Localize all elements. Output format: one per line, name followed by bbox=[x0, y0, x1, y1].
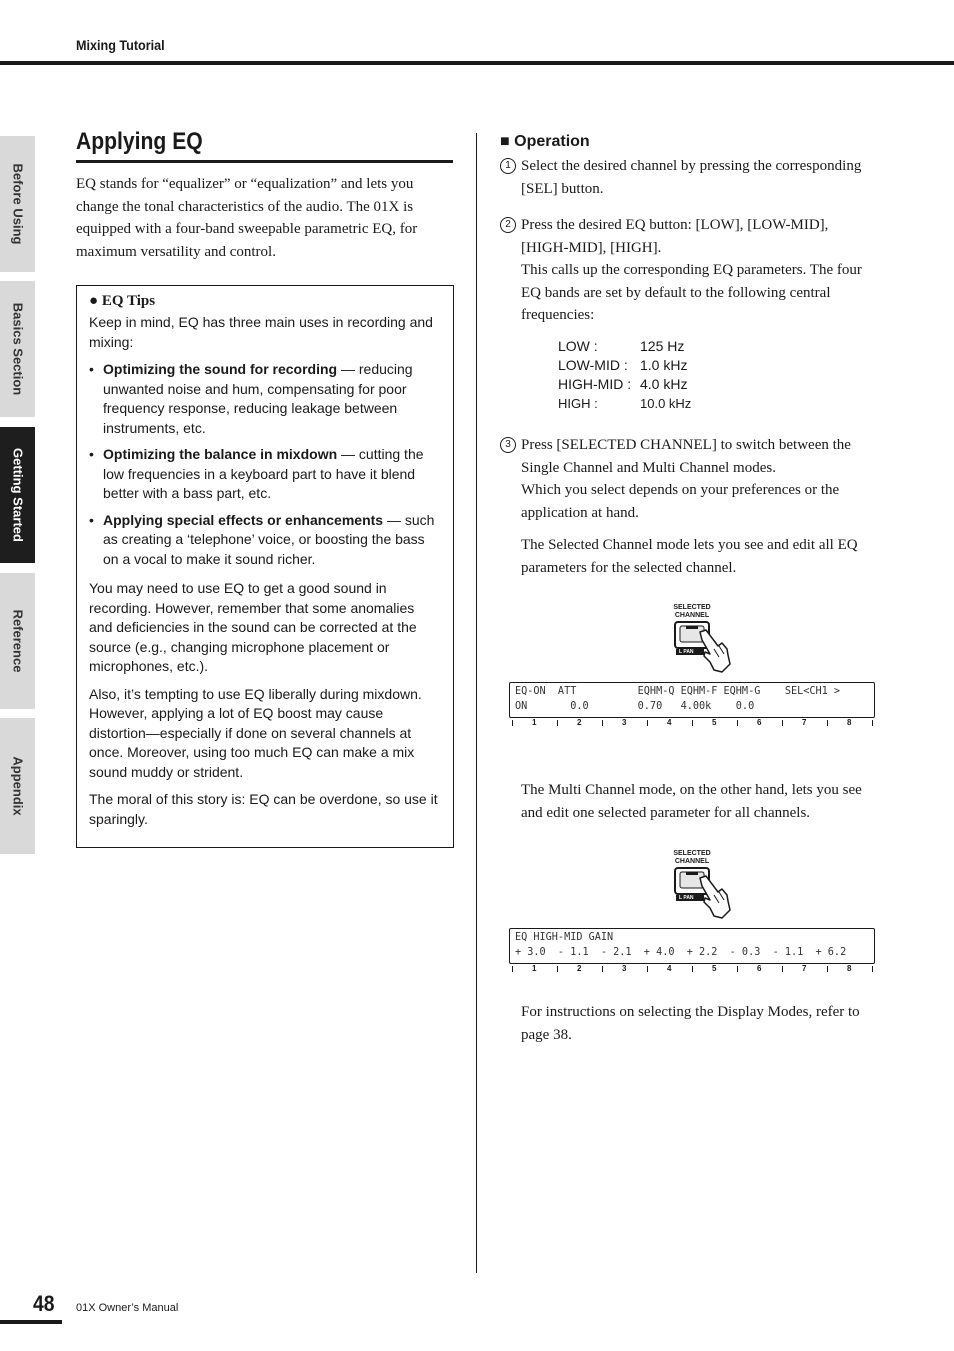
footer-manual-title: 01X Owner’s Manual bbox=[76, 1302, 179, 1314]
band-label: HIGH : bbox=[558, 396, 598, 411]
tick-mark bbox=[512, 966, 513, 972]
eq-tips-heading bbox=[89, 293, 155, 310]
tips-paragraph: You may need to use EQ to get a good sound in recording. However, remember that some anomalies and deficiencies in the sound can be corrected at the source (e.g., changing microphone placement or microphones, etc.). bbox=[89, 580, 417, 674]
tick-mark bbox=[872, 966, 873, 972]
tip-item-title: Optimizing the sound for recording bbox=[103, 361, 338, 377]
header-rule bbox=[0, 61, 954, 65]
tips-paragraph: Also, it’s tempting to use EQ liberally during mixdown. However, applying a lot of EQ boost may cause distortion—especially if done on several channels at once. Moreover, using too much EQ can make a mix sound muddy or strident. bbox=[89, 685, 422, 780]
tick-mark bbox=[827, 966, 828, 972]
button-label: CHANNEL bbox=[674, 612, 710, 619]
channel-number: 3 bbox=[622, 964, 627, 973]
step-number-2: 2 bbox=[500, 217, 516, 233]
list-bullet: • bbox=[89, 511, 94, 528]
step-number-1: 1 bbox=[500, 158, 516, 174]
band-frequency: 1.0 kHz bbox=[640, 357, 688, 373]
tick-mark bbox=[512, 720, 513, 726]
tick-mark bbox=[737, 720, 738, 726]
step-number-3: 3 bbox=[500, 437, 516, 453]
closing-text: For instructions on selecting the Display Modes, refer to page 38. bbox=[521, 1004, 860, 1043]
list-bullet: • bbox=[89, 446, 94, 462]
eq-tips-box bbox=[76, 285, 454, 848]
tick-mark bbox=[557, 966, 558, 972]
step-3-text: Press [SELECTED CHANNEL] to switch between the Single Channel and Multi Channel modes. bbox=[521, 437, 851, 476]
bullet-icon: ● bbox=[89, 293, 99, 309]
channel-number: 8 bbox=[847, 718, 852, 727]
column-divider bbox=[476, 133, 477, 1273]
band-frequency: 10.0 kHz bbox=[640, 396, 692, 411]
footer-rule bbox=[0, 1320, 62, 1324]
tick-mark bbox=[782, 966, 783, 972]
tick-mark bbox=[647, 966, 648, 972]
tip-item-title: Applying special effects or enhancements bbox=[103, 511, 384, 528]
frequency-table bbox=[558, 337, 691, 413]
button-sub-label: L PAN bbox=[679, 895, 694, 901]
step-3-detail: Which you select depends on your preferences or the application at hand. bbox=[521, 482, 840, 521]
step-2-text: Press the desired EQ button: [LOW], [LOW-MID], [HIGH-MID], [HIGH]. bbox=[521, 217, 829, 256]
tick-mark bbox=[602, 720, 603, 726]
section-title: Applying EQ bbox=[76, 128, 203, 155]
side-tab-label: Appendix bbox=[10, 756, 25, 816]
intro-paragraph: EQ stands for “equalizer” or “equalization” and lets you change the tonal characteristics of the audio. The 01X is equipped with a four-band sweepable parametric EQ, for maximum versatility and control. bbox=[76, 176, 418, 260]
band-frequency: 125 Hz bbox=[640, 338, 685, 354]
step-1-text: Select the desired channel by pressing the corresponding [SEL] button. bbox=[521, 158, 862, 197]
step-2-detail: This calls up the corresponding EQ parameters. The four EQ bands are set by default to the following central frequencies: bbox=[521, 262, 862, 324]
side-tab-basics-section[interactable] bbox=[0, 281, 35, 417]
channel-number: 4 bbox=[667, 718, 672, 727]
eq-tips-title: EQ Tips bbox=[101, 293, 156, 309]
channel-number: 1 bbox=[532, 964, 537, 973]
side-tab-getting-started[interactable] bbox=[0, 427, 35, 563]
multi-mode-text: The Multi Channel mode, on the other hand, lets you see and edit one selected parameter for all channels. bbox=[521, 782, 862, 821]
tip-item bbox=[89, 445, 441, 504]
lcd-line-1: EQ HIGH-MID GAIN bbox=[515, 932, 614, 943]
button-label: SELECTED bbox=[673, 604, 711, 611]
channel-number: 4 bbox=[667, 964, 672, 973]
selected-channel-button-illustration bbox=[672, 602, 734, 674]
side-tab-label: Basics Section bbox=[10, 302, 25, 396]
channel-number: 6 bbox=[757, 718, 762, 727]
tick-mark bbox=[692, 720, 693, 726]
button-hand-icon bbox=[672, 602, 734, 674]
channel-number: 7 bbox=[802, 964, 807, 973]
tick-mark bbox=[602, 966, 603, 972]
lcd-display-multi-channel bbox=[509, 928, 875, 964]
selected-channel-button-illustration bbox=[672, 848, 734, 920]
side-tab-appendix[interactable] bbox=[0, 718, 35, 854]
side-tab-label: Getting Started bbox=[10, 448, 25, 542]
channel-number: 6 bbox=[757, 964, 762, 973]
running-header: Mixing Tutorial bbox=[76, 37, 165, 53]
band-label: LOW-MID : bbox=[558, 357, 628, 373]
tips-intro: Keep in mind, EQ has three main uses in recording and mixing: bbox=[89, 314, 433, 350]
lcd-line-1: EQ-ON ATT EQHM-Q EQHM-F EQHM-G SEL<CH1 > bbox=[515, 686, 841, 697]
side-tab-before-using[interactable] bbox=[0, 136, 35, 272]
tip-item-text: — reducing unwanted noise and hum, compensating for poor frequency response, reducing leakage between instruments, etc. bbox=[103, 361, 413, 436]
square-marker-icon: ■ bbox=[500, 133, 510, 150]
band-label: LOW : bbox=[558, 338, 598, 354]
tip-item-title: Optimizing the balance in mixdown bbox=[103, 446, 338, 462]
band-frequency: 4.0 kHz bbox=[640, 376, 688, 392]
tick-mark bbox=[692, 966, 693, 972]
selected-mode-text: The Selected Channel mode lets you see and edit all EQ parameters for the selected channel. bbox=[521, 537, 858, 576]
list-bullet: • bbox=[89, 361, 94, 377]
channel-ticks-1 bbox=[509, 720, 875, 730]
channel-number: 3 bbox=[622, 718, 627, 727]
tick-mark bbox=[872, 720, 873, 726]
operation-title: Operation bbox=[514, 133, 590, 150]
frequency-row bbox=[558, 337, 691, 356]
channel-number: 7 bbox=[802, 718, 807, 727]
channel-number: 2 bbox=[577, 964, 582, 973]
lcd-line-2: ON 0.0 0.70 4.00k 0.0 bbox=[515, 701, 755, 712]
tick-mark bbox=[737, 966, 738, 972]
frequency-row bbox=[558, 394, 691, 413]
channel-number: 1 bbox=[532, 718, 537, 727]
side-tab-reference[interactable] bbox=[0, 573, 35, 709]
side-tab-label: Before Using bbox=[10, 163, 25, 245]
channel-number: 5 bbox=[712, 964, 717, 973]
button-label: CHANNEL bbox=[674, 858, 710, 865]
button-label: SELECTED bbox=[673, 850, 711, 857]
channel-number: 5 bbox=[712, 718, 717, 727]
button-hand-icon bbox=[672, 848, 734, 920]
tick-mark bbox=[557, 720, 558, 726]
section-rule bbox=[76, 160, 453, 163]
side-tab-label: Reference bbox=[10, 609, 25, 673]
lcd-line-2: + 3.0 - 1.1 - 2.1 + 4.0 + 2.2 - 0.3 - 1.1 + 6.2 bbox=[515, 947, 847, 958]
tip-item bbox=[89, 511, 441, 570]
band-label: HIGH-MID : bbox=[558, 376, 632, 392]
channel-number: 8 bbox=[847, 964, 852, 973]
tick-mark bbox=[827, 720, 828, 726]
tick-mark bbox=[782, 720, 783, 726]
page-number: 48 bbox=[33, 1291, 55, 1316]
frequency-row bbox=[558, 356, 691, 375]
frequency-row bbox=[558, 375, 691, 394]
tip-item-text: — cutting the low frequencies in a keyboard part to have it blend better with a bass part, etc. bbox=[103, 446, 424, 501]
tip-item bbox=[89, 360, 441, 438]
channel-ticks-2 bbox=[509, 966, 875, 976]
operation-heading bbox=[500, 133, 590, 151]
tip-item-text: — such as creating a ‘telephone’ voice, or boosting the bass on a vocal to make it sound richer. bbox=[103, 511, 435, 567]
tips-paragraph: The moral of this story is: EQ can be overdone, so use it sparingly. bbox=[89, 791, 438, 827]
lcd-display-single-channel bbox=[509, 682, 875, 718]
eq-tips-content bbox=[89, 313, 441, 837]
channel-number: 2 bbox=[577, 718, 582, 727]
tick-mark bbox=[647, 720, 648, 726]
button-sub-label: L PAN bbox=[679, 649, 694, 655]
